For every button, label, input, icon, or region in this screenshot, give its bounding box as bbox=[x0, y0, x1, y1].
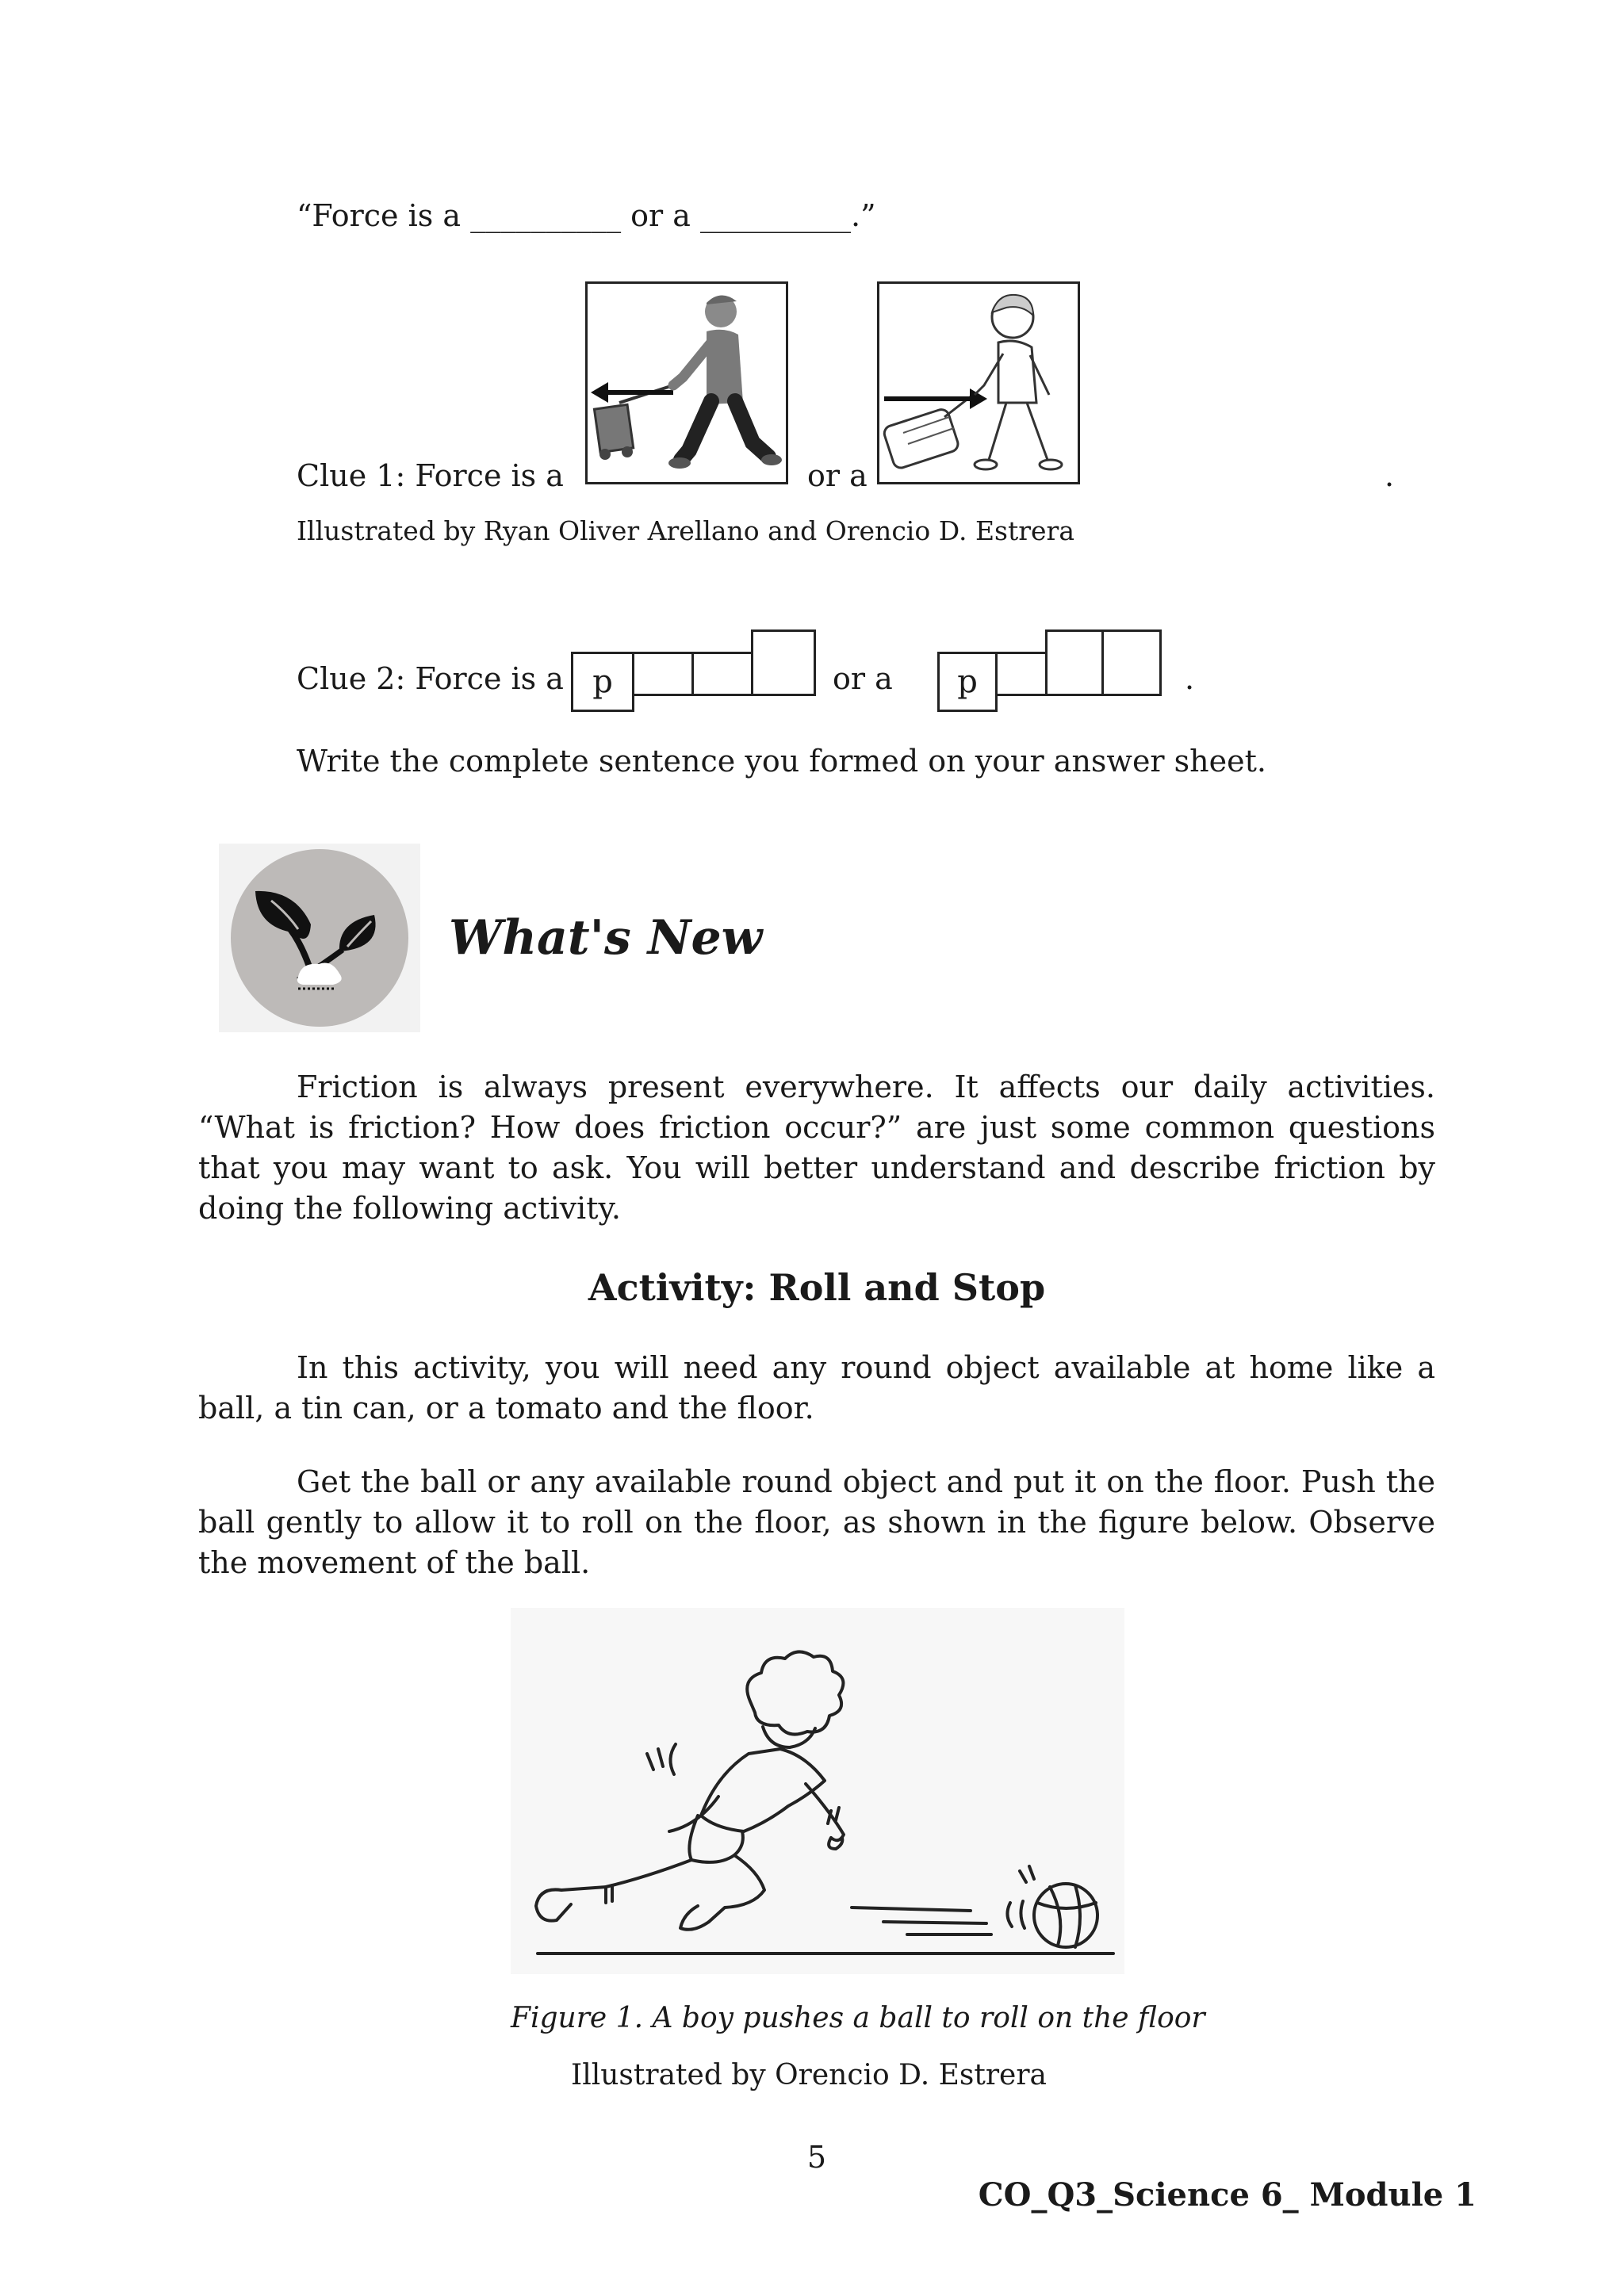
pull-illustration bbox=[585, 281, 788, 484]
word2-box-4[interactable] bbox=[1101, 629, 1162, 696]
figure-1-credit: Illustrated by Orencio D. Estrera bbox=[571, 2059, 1048, 2091]
clue2-period: . bbox=[1185, 661, 1195, 696]
force-prompt-sentence: “Force is a __________ or a __________.” bbox=[297, 198, 876, 233]
push-illustration bbox=[877, 281, 1080, 484]
section-title: What's New bbox=[449, 910, 763, 966]
clue1-prefix: Clue 1: Force is a bbox=[297, 458, 564, 493]
word2-box-3[interactable] bbox=[1045, 629, 1104, 696]
boy-pushing-luggage-image bbox=[879, 284, 1078, 482]
module-footer-label: CO_Q3_Science 6_ Module 1 bbox=[978, 2176, 1477, 2214]
word1-box-4[interactable] bbox=[751, 629, 816, 696]
word1-box-1[interactable]: p bbox=[571, 652, 634, 712]
answer-sheet-instruction: Write the complete sentence you formed on your answer sheet. bbox=[297, 744, 1266, 779]
clue1-period: . bbox=[1385, 458, 1395, 493]
figure-1-caption: Figure 1. A boy pushes a ball to roll on the floor bbox=[511, 2002, 1205, 2034]
materials-paragraph: In this activity, you will need any round object available at home like a ball, a tin can, or a tomato and the floor. bbox=[198, 1350, 1435, 1425]
clue1-middle: or a bbox=[807, 458, 868, 493]
figure-1-illustration bbox=[511, 1608, 1124, 1974]
clue2-prefix: Clue 2: Force is a bbox=[297, 661, 564, 696]
clue1-credit: Illustrated by Ryan Oliver Arellano and Orencio D. Estrera bbox=[297, 515, 1075, 546]
word2-box-2[interactable] bbox=[995, 652, 1048, 696]
activity-title: Activity: Roll and Stop bbox=[588, 1266, 1046, 1309]
word1-box-2[interactable] bbox=[632, 652, 694, 696]
procedure-paragraph: Get the ball or any available round object and put it on the floor. Push the ball gently to allow it to roll on the floor, as shown in the figure below. Observe the movement of the ball. bbox=[198, 1464, 1435, 1580]
word2-box-1[interactable]: p bbox=[937, 652, 998, 712]
clue2-middle: or a bbox=[833, 661, 893, 696]
section-icon-panel bbox=[219, 844, 420, 1032]
sprout-icon bbox=[219, 844, 420, 1032]
man-pulling-cart-image bbox=[588, 284, 786, 482]
boy-rolling-ball-image bbox=[511, 1608, 1124, 1974]
word1-box-3[interactable] bbox=[691, 652, 753, 696]
intro-paragraph: Friction is always present everywhere. It affects our daily activities. “What is friction? How does friction occur?” are just some common questions that you may want to ask. You will better understand and describe friction by doing the following activity. bbox=[198, 1070, 1435, 1226]
page-number: 5 bbox=[806, 2140, 827, 2175]
